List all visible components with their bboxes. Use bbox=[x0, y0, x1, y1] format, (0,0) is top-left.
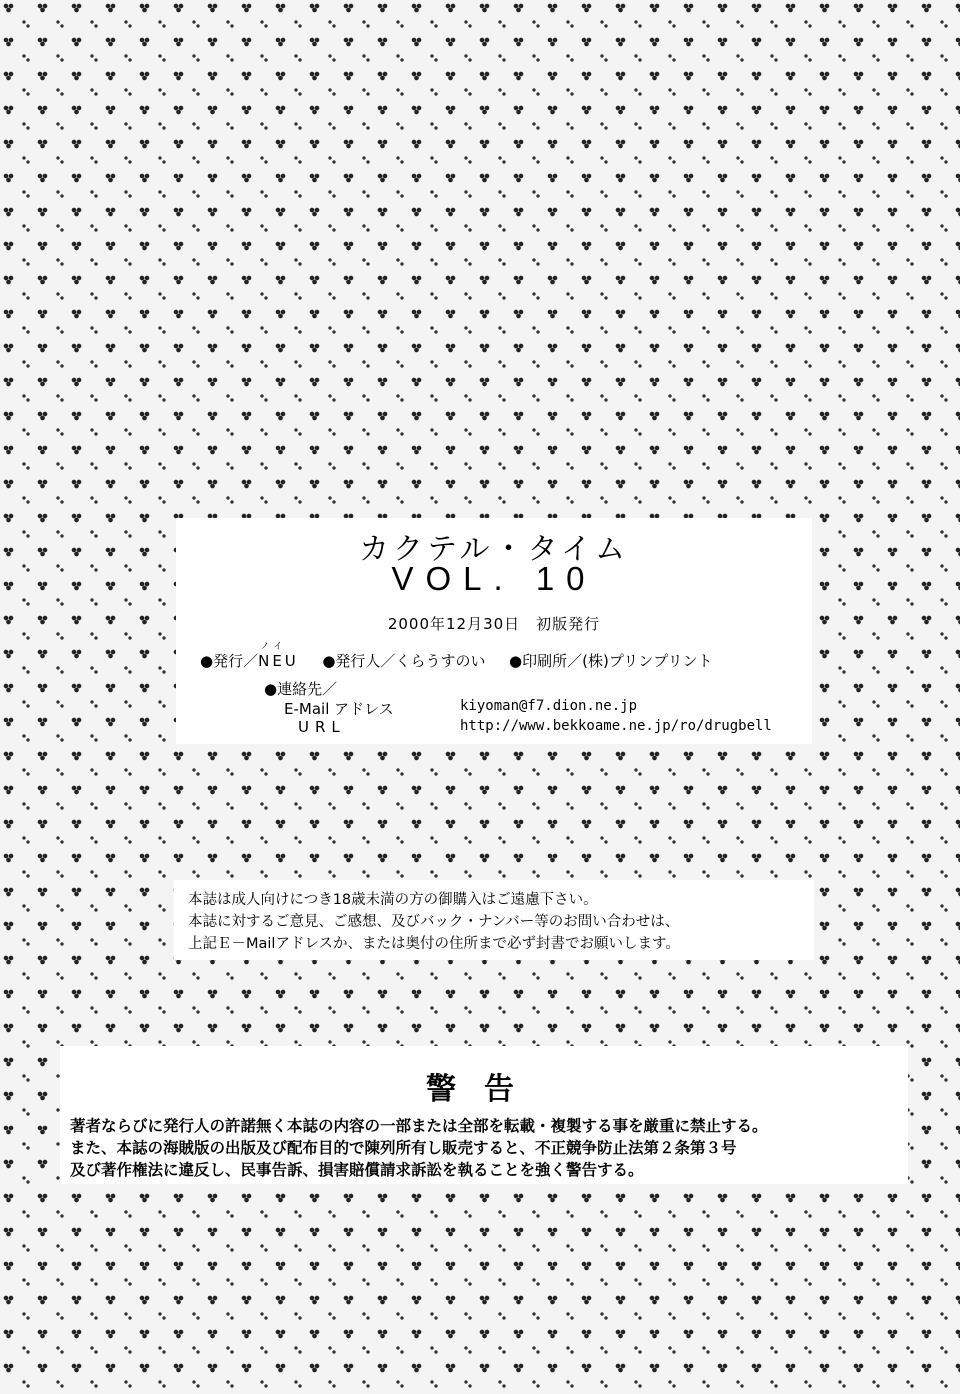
warning-line-3: 及び著作権法に違反し、民事告訴、損害賠償請求訴訟を執ることを強く警告する。 bbox=[70, 1161, 644, 1179]
publication-date: 2000年12月30日 初版発行 bbox=[387, 615, 601, 633]
publisher-name-wrap bbox=[258, 642, 299, 670]
warning-line-2: また、本誌の海賊版の出版及び配布目的で陳列所有し販売すると、不正競争防止法第２条第３号 bbox=[70, 1139, 737, 1157]
warning-panel bbox=[60, 1046, 908, 1184]
notice-line-2: 本誌に対するご意見、ご感想、及びバック・ナンバー等のお問い合わせは、 bbox=[188, 914, 680, 930]
publisher-label: ●発行／ bbox=[200, 652, 259, 670]
notice-line-1: 本誌は成人向けにつき18歳未満の方の御購入はご遠慮下さい。 bbox=[188, 892, 598, 908]
printer-label: ●印刷所／ bbox=[509, 652, 583, 670]
url-label: URL bbox=[298, 718, 346, 736]
printer-name: (株)プリンプリント bbox=[582, 652, 713, 670]
contact-label: ●連絡先／ bbox=[264, 680, 338, 698]
issuer-label: ●発行人／ bbox=[322, 652, 396, 670]
volume-number: VOL. 10 bbox=[391, 560, 597, 597]
credits-row bbox=[200, 642, 713, 671]
notice-line-3: 上記Ｅ－Mailアドレスか、または奥付の住所まで必ず封書でお願いします。 bbox=[188, 936, 680, 952]
warning-title: 警告 bbox=[426, 1072, 542, 1107]
publisher-ruby: ノイ bbox=[260, 642, 288, 652]
colophon-panel bbox=[176, 518, 812, 744]
book-title: カクテル・タイム bbox=[359, 532, 629, 567]
issuer-name: くらうすのい bbox=[395, 652, 486, 670]
publisher-name: NEU bbox=[258, 652, 299, 670]
email-label: E-Mail アドレス bbox=[284, 700, 394, 718]
url-value[interactable]: http://www.bekkoame.ne.jp/ro/drugbell bbox=[460, 718, 772, 734]
warning-line-1: 著者ならびに発行人の許諾無く本誌の内容の一部または全部を転載・複製する事を厳重に禁止する。 bbox=[70, 1117, 768, 1135]
email-value[interactable]: kiyoman@f7.dion.ne.jp bbox=[460, 698, 638, 714]
notice-panel bbox=[174, 880, 814, 960]
